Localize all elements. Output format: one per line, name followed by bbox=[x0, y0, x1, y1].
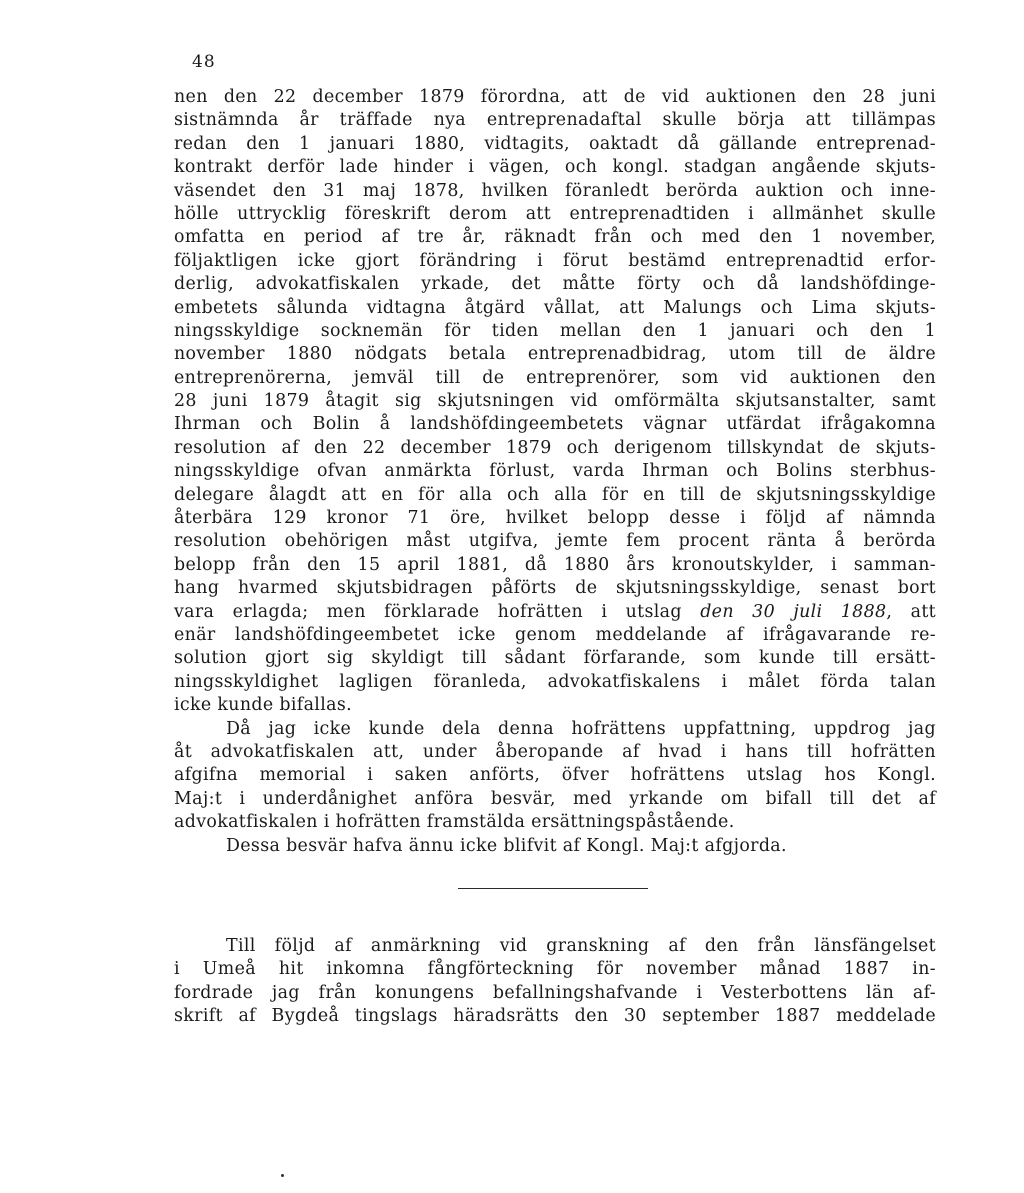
text-line: Maj:t i underdånighet anföra besvär, med yrkande om bifall till det af bbox=[174, 788, 936, 809]
text-line: skrift af Bygdeå tingslags häradsrätts den 30 september 1887 meddelade bbox=[174, 1006, 936, 1027]
text-line: återbära 129 kronor 71 öre, hvilket belopp desse i följd af nämnda bbox=[174, 508, 936, 529]
paragraph-2 bbox=[174, 718, 936, 835]
text-line: derlig, advokatfiskalen yrkade, det måtte förty och då landshöfdinge- bbox=[174, 274, 936, 295]
text-line: advokatfiskalen i hofrätten framstälda ersättningspåstående. bbox=[174, 812, 735, 833]
text-line: ningsskyldige socknemän för tiden mellan den 1 januari och den 1 bbox=[174, 320, 936, 341]
text-line: ningsskyldighet lagligen föranleda, advokatfiskalens i målet förda talan bbox=[174, 671, 936, 692]
page-number: 48 bbox=[192, 52, 216, 72]
text-line: fordrade jag från konungens befallningshafvande i Vesterbottens län af- bbox=[174, 982, 936, 1003]
text-line: november 1880 nödgats betala entreprenadbidrag, utom till de äldre bbox=[174, 344, 936, 365]
text-line: redan den 1 januari 1880, vidtagits, oaktadt då gällande entreprenad- bbox=[174, 133, 936, 154]
text-line: ningsskyldige ofvan anmärkta förlust, varda Ihrman och Bolins sterbhus- bbox=[174, 461, 936, 482]
paragraph-1-end bbox=[174, 624, 936, 718]
text-line: icke kunde bifallas. bbox=[174, 695, 352, 716]
text-line: i Umeå hit inkomna fångförteckning för november månad 1887 in- bbox=[174, 959, 936, 980]
next-section-text-block bbox=[174, 935, 936, 1029]
text-line: nen den 22 december 1879 förordna, att de vid auktionen den 28 juni bbox=[174, 87, 936, 107]
text-line: kontrakt derför lade hinder i vägen, och kongl. stadgan angående skjuts- bbox=[174, 157, 936, 178]
text-line: hang hvarmed skjutsbidragen påförts de skjutsningsskyldige, senast bort bbox=[174, 578, 936, 599]
text-line: Dessa besvär hafva ännu icke blifvit af Kongl. Maj:t afgjorda. bbox=[226, 835, 787, 856]
paragraph-4 bbox=[174, 935, 936, 1029]
text-line: åt advokatfiskalen att, under åberopande af hvad i hans till hofrätten bbox=[174, 741, 936, 762]
text-line: solution gjort sig skyldigt till sådant förfarande, som kunde till ersätt- bbox=[174, 648, 936, 669]
text-line: Ihrman och Bolin å landshöfdingeembetets vägnar utfärdat ifrågakomna bbox=[174, 414, 936, 435]
text-line: hölle uttrycklig föreskrift derom att entreprenadtiden i allmänhet skulle bbox=[174, 203, 936, 224]
text-line: 28 juni 1879 åtagit sig skjutsningen vid omförmälta skjutsanstalter, samt bbox=[174, 391, 936, 412]
print-speck bbox=[281, 1174, 284, 1177]
text-line: Till följd af anmärkning vid granskning af den från länsfängelset bbox=[226, 936, 936, 956]
main-text-block bbox=[174, 86, 936, 858]
text-line: sistnämnda år träffade nya entreprenadaftal skulle börja att tillämpas bbox=[174, 110, 936, 131]
text-line: belopp från den 15 april 1881, då 1880 års kronoutskylder, i samman- bbox=[174, 554, 936, 575]
text-segment: vara erlagda; men förklarade hofrätten i utslag bbox=[174, 601, 701, 622]
text-line: resolution obehörigen måst utgifva, jemte fem procent ränta å berörda bbox=[174, 531, 936, 552]
paragraph-1 bbox=[174, 86, 936, 601]
text-line: väsendet den 31 maj 1878, hvilken föranledt berörda auktion och inne- bbox=[174, 180, 936, 201]
text-line: embetets sålunda vidtagna åtgärd vållat, att Malungs och Lima skjuts- bbox=[174, 297, 936, 318]
text-line: afgifna memorial i saken anförts, öfver hofrättens utslag hos Kongl. bbox=[174, 765, 936, 786]
text-segment: , att bbox=[886, 601, 937, 622]
text-line bbox=[174, 601, 936, 624]
section-divider bbox=[458, 888, 648, 889]
text-line: enär landshöfdingeembetet icke genom meddelande af ifrågavarande re- bbox=[174, 624, 936, 645]
paragraph-3 bbox=[174, 835, 936, 858]
text-line: Då jag icke kunde dela denna hofrättens uppfattning, uppdrog jag bbox=[226, 718, 936, 739]
text-line: omfatta en period af tre år, räknadt från och med den 1 november, bbox=[174, 227, 936, 248]
italic-date: den 30 juli 1888 bbox=[700, 601, 887, 622]
text-line: följaktligen icke gjort förändring i förut bestämd entreprenadtid erfor- bbox=[174, 250, 936, 271]
text-line: entreprenörerna, jemväl till de entreprenörer, som vid auktionen den bbox=[174, 367, 936, 388]
text-line: delegare ålagdt att en för alla och alla för en till de skjutsningsskyldige bbox=[174, 484, 936, 505]
text-line: resolution af den 22 december 1879 och derigenom tillskyndat de skjuts- bbox=[174, 437, 936, 458]
